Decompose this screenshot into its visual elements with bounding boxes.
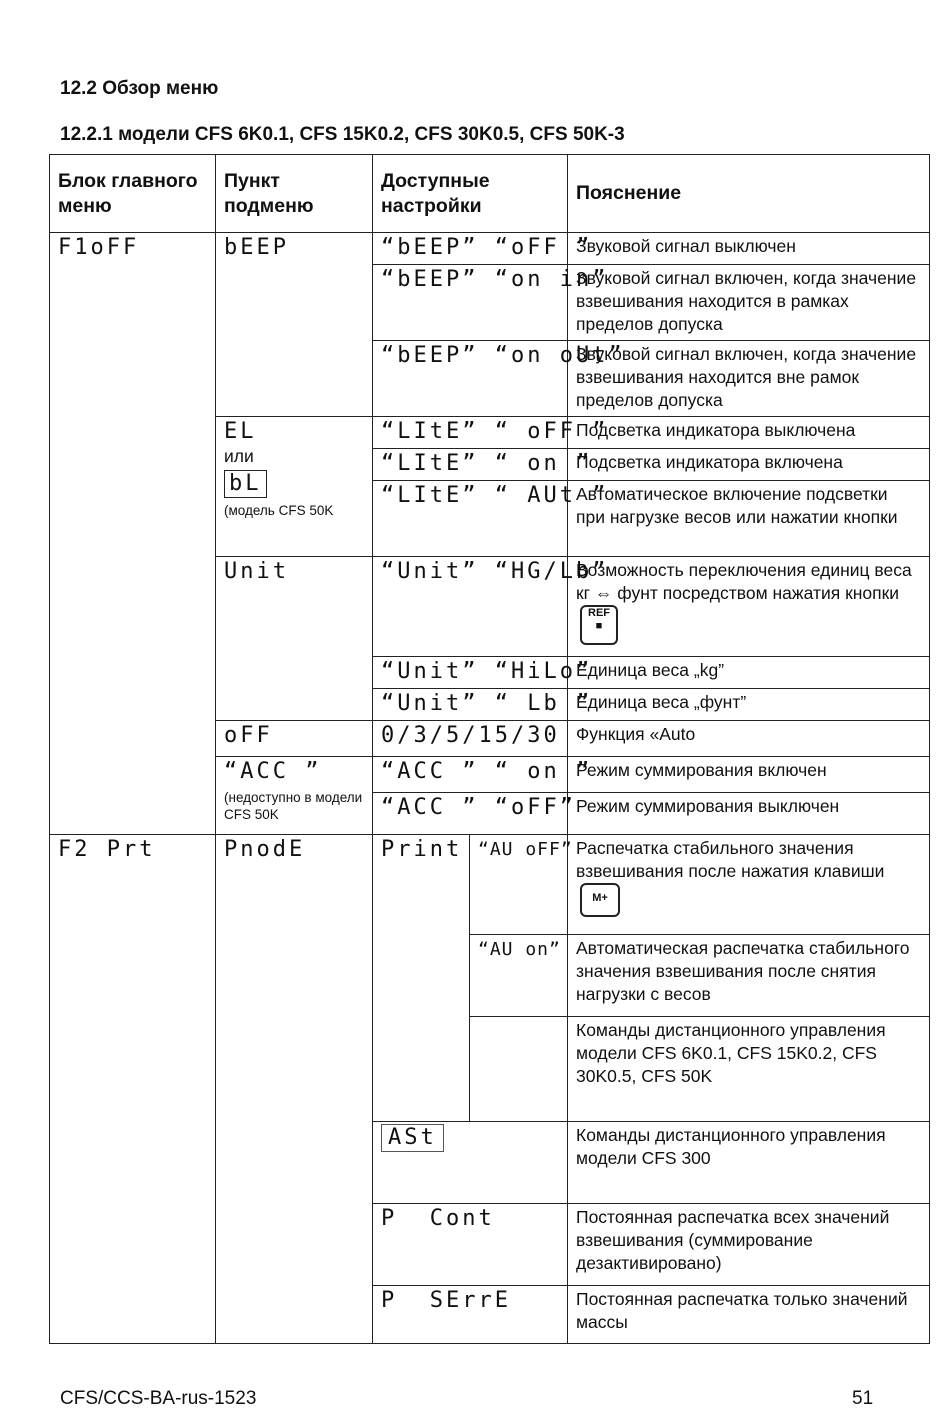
table-header-row [50, 155, 930, 233]
menu-overview-table [49, 154, 930, 1344]
explanation-cell: Команды дистанционного управления модели CFS 6K0.1, CFS 15K0.2, CFS 30K0.5, CFS 50K [568, 1017, 930, 1122]
setting-cell: “LItE” “ oFF ” [373, 417, 568, 449]
explanation-cell: Автоматическое включение подсветки при нагрузке весов или нажатии кнопки [568, 481, 930, 557]
header-submenu-item: Пункт подменю [216, 155, 373, 233]
page-number: 51 [852, 1388, 874, 1409]
m-plus-key-icon: M+ [580, 883, 620, 917]
explanation-cell: Звуковой сигнал выключен [568, 233, 930, 265]
submenu-acc: “ACC ” (недоступно в модели CFS 50K [216, 757, 373, 835]
explanation-cell: Подсветка индикатора включена [568, 449, 930, 481]
setting-cell: “Unit” “ Lb ” [373, 689, 568, 721]
explanation-cell: Функция «Auto [568, 721, 930, 757]
explanation-cell: Постоянная распечатка только значений массы [568, 1286, 930, 1344]
explanation-cell: Звуковой сигнал включен, когда значение взвешивания находится вне рамок пределов допуска [568, 341, 930, 417]
submenu-pmode: PnodE [216, 835, 373, 1344]
setting-cell [470, 1017, 568, 1122]
explanation-cell: Режим суммирования включен [568, 757, 930, 793]
setting-print: Print [373, 835, 470, 1122]
setting-cell: “LItE” “ AUt ” [373, 481, 568, 557]
setting-cell: P Cont [373, 1204, 568, 1286]
or-label: или [224, 446, 254, 466]
block-f2prt: F2 Prt [50, 835, 216, 1344]
explanation-cell: Возможность переключения единиц веса кг ⇔ фунт посредством нажатия кнопки REF ■ [568, 557, 930, 657]
setting-cell: “AU on” [470, 935, 568, 1017]
header-main-menu-block: Блок главного меню [50, 155, 216, 233]
explanation-cell: Постоянная распечатка всех значений взвешивания (суммирование дезактивировано) [568, 1204, 930, 1286]
setting-cell: “bEEP” “on oUt” [373, 341, 568, 417]
setting-cell: P SErrE [373, 1286, 568, 1344]
explanation-cell: Режим суммирования выключен [568, 793, 930, 835]
explanation-cell: Единица веса „фунт” [568, 689, 930, 721]
setting-cell: ASt [373, 1122, 568, 1204]
submenu-beep: bEEP [216, 233, 373, 417]
block-f1off: F1oFF [50, 233, 216, 835]
explanation-cell: Команды дистанционного управления модели CFS 300 [568, 1122, 930, 1204]
header-available-settings: Доступные настройки [373, 155, 568, 233]
explanation-cell: Звуковой сигнал включен, когда значение взвешивания находится в рамках пределов допуска [568, 265, 930, 341]
subsection-title: 12.2.1 модели CFS 6K0.1, CFS 15K0.2, CFS 30K0.5, CFS 50K-3 [60, 124, 625, 145]
explanation-cell: Автоматическая распечатка стабильного значения взвешивания после снятия нагрузки с весов [568, 935, 930, 1017]
section-title: 12.2 Обзор меню [60, 78, 219, 99]
setting-cell: “ACC ” “ on ” [373, 757, 568, 793]
setting-cell: “bEEP” “oFF ” [373, 233, 568, 265]
ref-key-icon: REF ■ [580, 605, 618, 645]
submenu-lite: EL или bL (модель CFS 50K [216, 417, 373, 557]
submenu-off: oFF [216, 721, 373, 757]
setting-cell: “Unit” “HG/Lb” [373, 557, 568, 657]
table-row [50, 233, 930, 265]
setting-cell: 0/3/5/15/30 [373, 721, 568, 757]
setting-cell: “bEEP” “on in” [373, 265, 568, 341]
explanation-cell: Единица веса „kg” [568, 657, 930, 689]
explanation-cell: Распечатка стабильного значения взвешивания после нажатия клавиши M+ [568, 835, 930, 935]
table-row [50, 835, 930, 935]
setting-cell: “ACC ” “oFF” [373, 793, 568, 835]
model-note: (модель CFS 50K [224, 503, 334, 518]
setting-cell: “AU oFF” [470, 835, 568, 935]
setting-cell: “LItE” “ on ” [373, 449, 568, 481]
submenu-lite-alt: bL [224, 470, 267, 498]
setting-cell: “Unit” “HiLo” [373, 657, 568, 689]
submenu-unit: Unit [216, 557, 373, 721]
footer-doc-id: CFS/CCS-BA-rus-1523 [60, 1388, 257, 1409]
header-explanation: Пояснение [568, 155, 930, 233]
explanation-cell: Подсветка индикатора выключена [568, 417, 930, 449]
model-note: (недоступно в модели CFS 50K [224, 790, 363, 822]
